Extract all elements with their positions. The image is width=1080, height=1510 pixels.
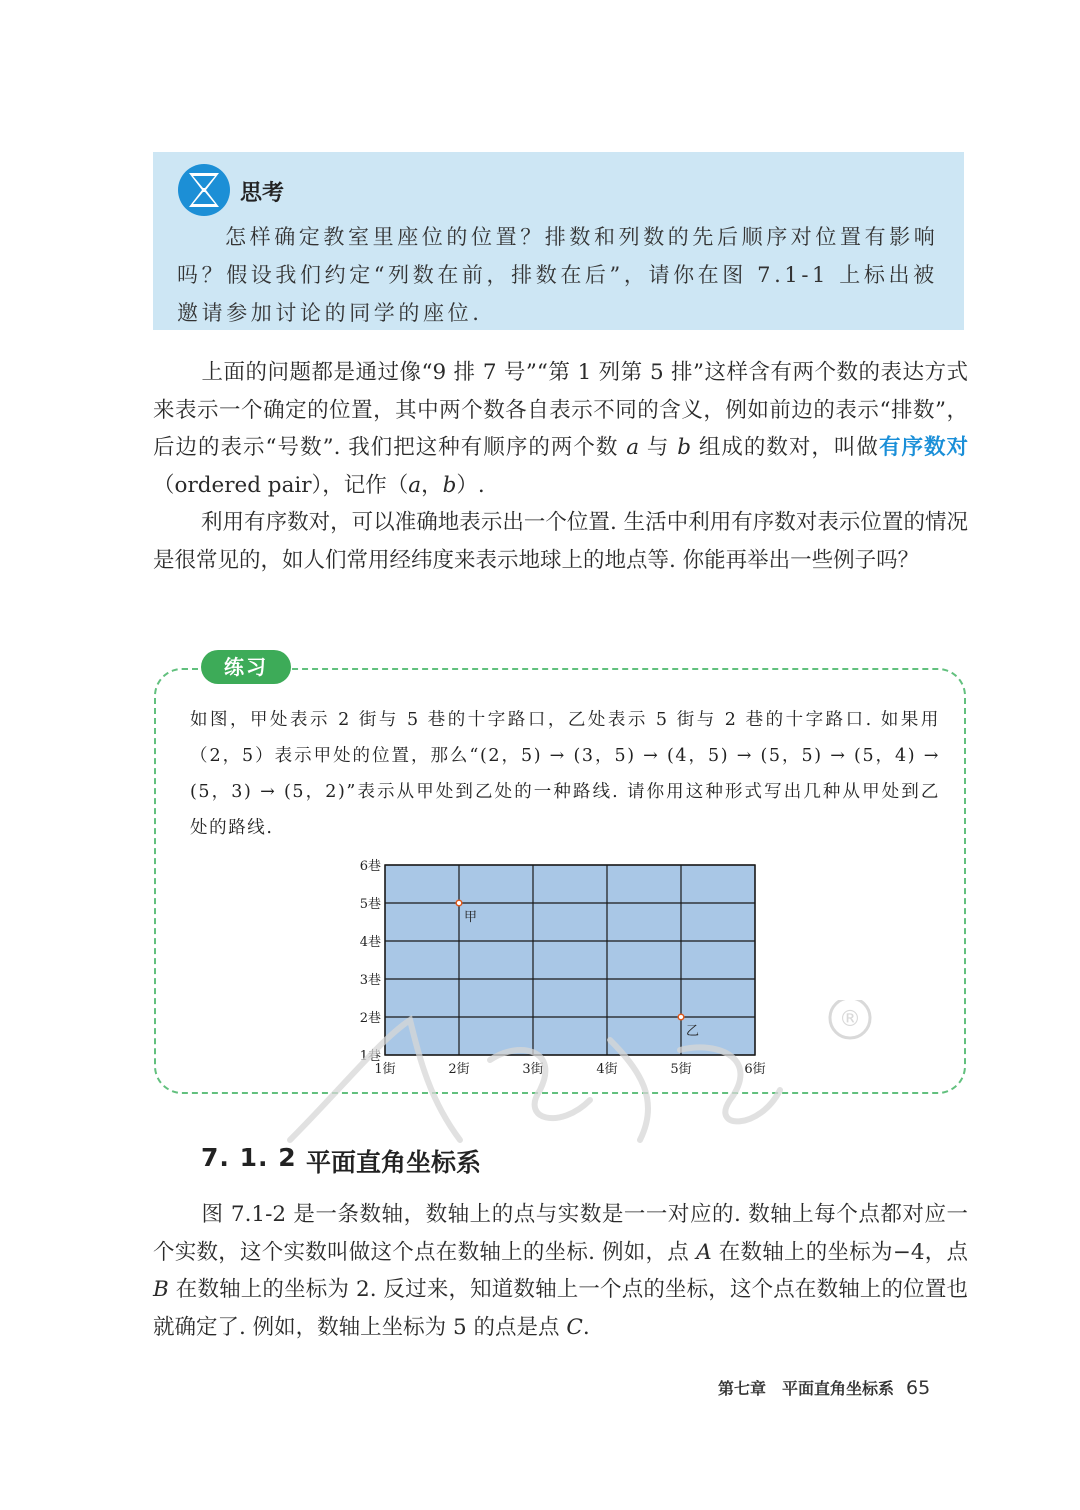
y-tick-label: 3巷 <box>359 973 381 988</box>
grid-point <box>456 900 462 906</box>
grid-point-label: 甲 <box>464 910 478 925</box>
y-tick-label: 6巷 <box>359 859 381 874</box>
exercise-label: 练习 <box>201 650 291 684</box>
term-ordered-pair: 有序数对 <box>878 435 968 460</box>
x-tick-label: 6街 <box>744 1062 766 1077</box>
registered-mark: ® <box>839 1007 861 1032</box>
x-tick-label: 2街 <box>448 1062 470 1077</box>
think-box <box>153 152 964 330</box>
hourglass-icon <box>177 163 231 217</box>
x-tick-label: 3街 <box>522 1062 544 1077</box>
publisher-watermark <box>260 1000 900 1150</box>
paragraph-number-line: 图 7.1-2 是一条数轴，数轴上的点与实数是一一对应的. 数轴上每个点都对应一个实数，这个实数叫做这个点在数轴上的坐标. 例如，点 A 在数轴上的坐标为−4，点 B 在数轴上的坐标为 2. 反过来，知道数轴上一个点的坐标，这个点在数轴上的位置也就确定了. 例如，数轴上坐标为 5 的点是点 C. <box>153 1202 969 1340</box>
x-tick-label: 1街 <box>374 1062 396 1077</box>
exercise-text: 如图，甲处表示 2 街与 5 巷的十字路口，乙处表示 5 街与 2 巷的十字路口. 如果用（2，5）表示甲处的位置，那么“(2，5) → (3，5) → (4，5) → (5，5) → (5，4) → (5，3) → (5，2)”表示从甲处到乙处的一种路线. 请你用这种形式写出几种从甲处到乙处的路线. <box>190 710 940 838</box>
grid-point-label: 乙 <box>686 1024 700 1039</box>
section-number: 7. 1. 2 <box>201 1143 297 1172</box>
chapter-title: 第七章 平面直角坐标系 <box>718 1379 895 1398</box>
y-tick-label: 2巷 <box>359 1011 381 1026</box>
y-tick-label: 5巷 <box>359 897 381 912</box>
y-tick-label: 1巷 <box>359 1049 381 1064</box>
x-tick-label: 5街 <box>670 1062 692 1077</box>
paragraph-examples: 利用有序数对，可以准确地表示出一个位置. 生活中利用有序数对表示位置的情况是很常见的，如人们常用经纬度来表示地球上的地点等. 你能再举出一些例子吗？ <box>153 510 968 573</box>
think-text: 怎样确定教室里座位的位置？排数和列数的先后顺序对位置有影响吗？假设我们约定“列数在前，排数在后”，请你在图 7.1-1 上标出被邀请参加讨论的同学的座位. <box>177 225 939 325</box>
page-number: 65 <box>906 1377 931 1399</box>
section-title: 平面直角坐标系 <box>306 1148 482 1177</box>
x-tick-label: 4街 <box>596 1062 618 1077</box>
y-tick-label: 4巷 <box>359 935 381 950</box>
page-footer <box>718 1376 930 1399</box>
paragraph-ordered-pair: 上面的问题都是通过像“9 排 7 号”“第 1 列第 5 排”这样含有两个数的表达方式来表示一个确定的位置，其中两个数各自表示不同的含义，例如前边的表示“排数”，后边的表示“号数”. 我们把这种有顺序的两个数 a 与 b 组成的数对，叫做有序数对（ordered pair），记作（a，b）. <box>153 360 968 498</box>
think-title: 思考 <box>240 181 285 206</box>
